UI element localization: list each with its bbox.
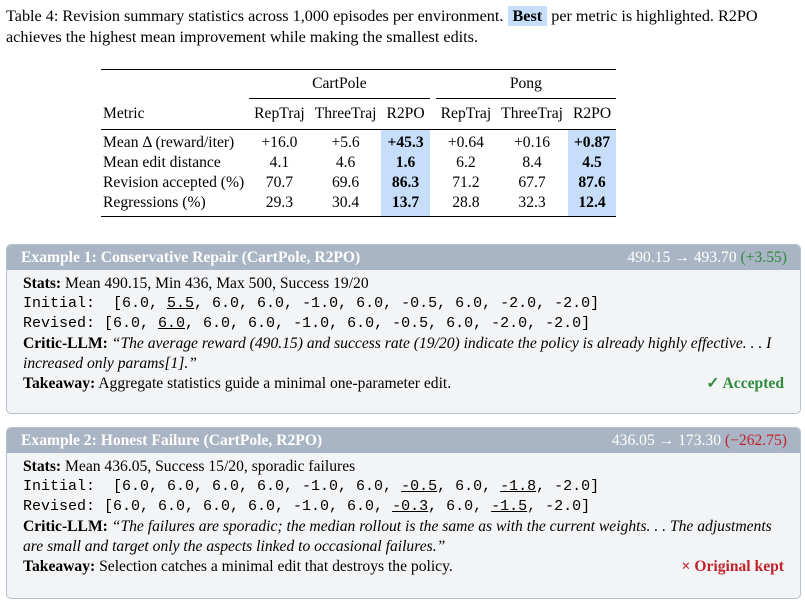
group-header-row [101,70,616,99]
cell: 4.1 [269,154,290,171]
cell: 29.3 [265,194,294,211]
col-header: ThreeTraj [501,105,563,122]
best-cell: +0.87 [568,130,616,154]
example-1-box [6,244,801,414]
col-header: R2PO [572,105,612,122]
table-row [101,130,616,154]
example-1-body [7,270,800,394]
revised-params: Revised: [6.0, 6.0, 6.0, 6.0, -1.0, 6.0, -0.3, 6.0, -1.5, -2.0] [23,498,591,515]
example-2-header [7,428,800,453]
original-kept-badge: × Original kept [681,558,784,575]
revised-params: Revised: [6.0, 6.0, 6.0, 6.0, -1.0, 6.0, -0.5, 6.0, -2.0, -2.0] [23,315,591,332]
col-header: ThreeTraj [314,105,377,122]
best-cell: 87.6 [568,173,616,193]
cell: 32.3 [518,194,546,211]
cell: 71.2 [452,174,480,191]
col-header: RepTraj [254,105,305,122]
best-legend-badge: Best [508,6,548,26]
example-1-header [7,245,800,270]
table-row [101,153,616,173]
delta-change: (−262.75) [724,431,787,449]
example-2-title: Example 2: Honest Failure (CartPole, R2PO) [21,431,323,449]
metric-name: Regressions (%) [103,194,206,211]
best-cell: 12.4 [568,193,616,217]
caption-prefix: Table 4: Revision summary statistics across 1,000 episodes per environment. [6,7,504,25]
col-header: RepTraj [440,105,492,122]
best-cell: 4.5 [568,153,616,173]
takeaway-line: Takeaway: Selection catches a minimal edit that destroys the policy. × Original kept [23,558,784,575]
critic-quote: Critic-LLM: “The failures are sporadic; the median rollout is the same as with the current weights. . . The adjustments are small and target only the aspects linked to occasional failures.” [23,518,772,555]
cell: 70.7 [265,174,294,191]
best-cell: +45.3 [381,130,429,154]
example-1-delta [627,249,787,267]
example-1-title: Example 1: Conservative Repair (CartPole, R2PO) [21,248,361,266]
table-row [101,173,616,193]
delta-change: (+3.55) [740,248,787,266]
best-cell: 13.7 [381,193,429,217]
example-2-body [7,453,800,577]
cell: +0.64 [447,134,484,151]
group-pong: Pong [436,70,616,99]
delta-base: 436.05 → 173.30 [611,431,722,449]
metric-name: Mean Δ (reward/iter) [103,134,235,151]
cell: +0.16 [514,134,551,151]
group-cartpole: CartPole [249,70,429,99]
cell: 6.2 [456,154,476,171]
metric-header: Metric [103,104,145,122]
metric-name: Mean edit distance [103,154,221,171]
cell: 30.4 [331,194,360,211]
cell: +16.0 [261,134,298,151]
col-header: R2PO [386,105,425,122]
summary-table [101,69,616,217]
stats-line: Stats: Mean 436.05, Success 15/20, sporadic failures [23,458,356,475]
cell: +5.6 [331,134,360,151]
best-cell: 1.6 [381,153,429,173]
initial-params: Initial: [6.0, 6.0, 6.0, 6.0, -1.0, 6.0, -0.5, 6.0, -1.8, -2.0] [23,478,600,495]
caption-rest: per metric is highlighted. R2PO achieves the highest mean improvement while making the smallest edits. [6,7,758,46]
example-2-box [6,427,801,599]
column-header-row [101,99,616,130]
cell: 69.6 [331,174,360,191]
table-row [101,193,616,217]
takeaway-line: Takeaway: Aggregate statistics guide a minimal one-parameter edit. ✓ Accepted [23,375,784,392]
accepted-badge: ✓ Accepted [706,375,784,392]
initial-params: Initial: [6.0, 5.5, 6.0, 6.0, -1.0, 6.0, -0.5, 6.0, -2.0, -2.0] [23,295,600,312]
cell: 28.8 [452,194,480,211]
cell: 8.4 [522,154,542,171]
best-cell: 86.3 [381,173,429,193]
metric-name: Revision accepted (%) [103,174,245,191]
table-caption [6,6,799,48]
stats-line: Stats: Mean 490.15, Min 436, Max 500, Success 19/20 [23,275,369,292]
delta-base: 490.15 → 493.70 [627,248,737,266]
cell: 67.7 [518,174,546,191]
critic-quote: Critic-LLM: “The average reward (490.15) and success rate (19/20) indicate the policy is already highly effective. . . I increased only params[1].” [23,335,772,372]
example-2-delta [612,432,787,450]
cell: 4.6 [335,154,356,171]
